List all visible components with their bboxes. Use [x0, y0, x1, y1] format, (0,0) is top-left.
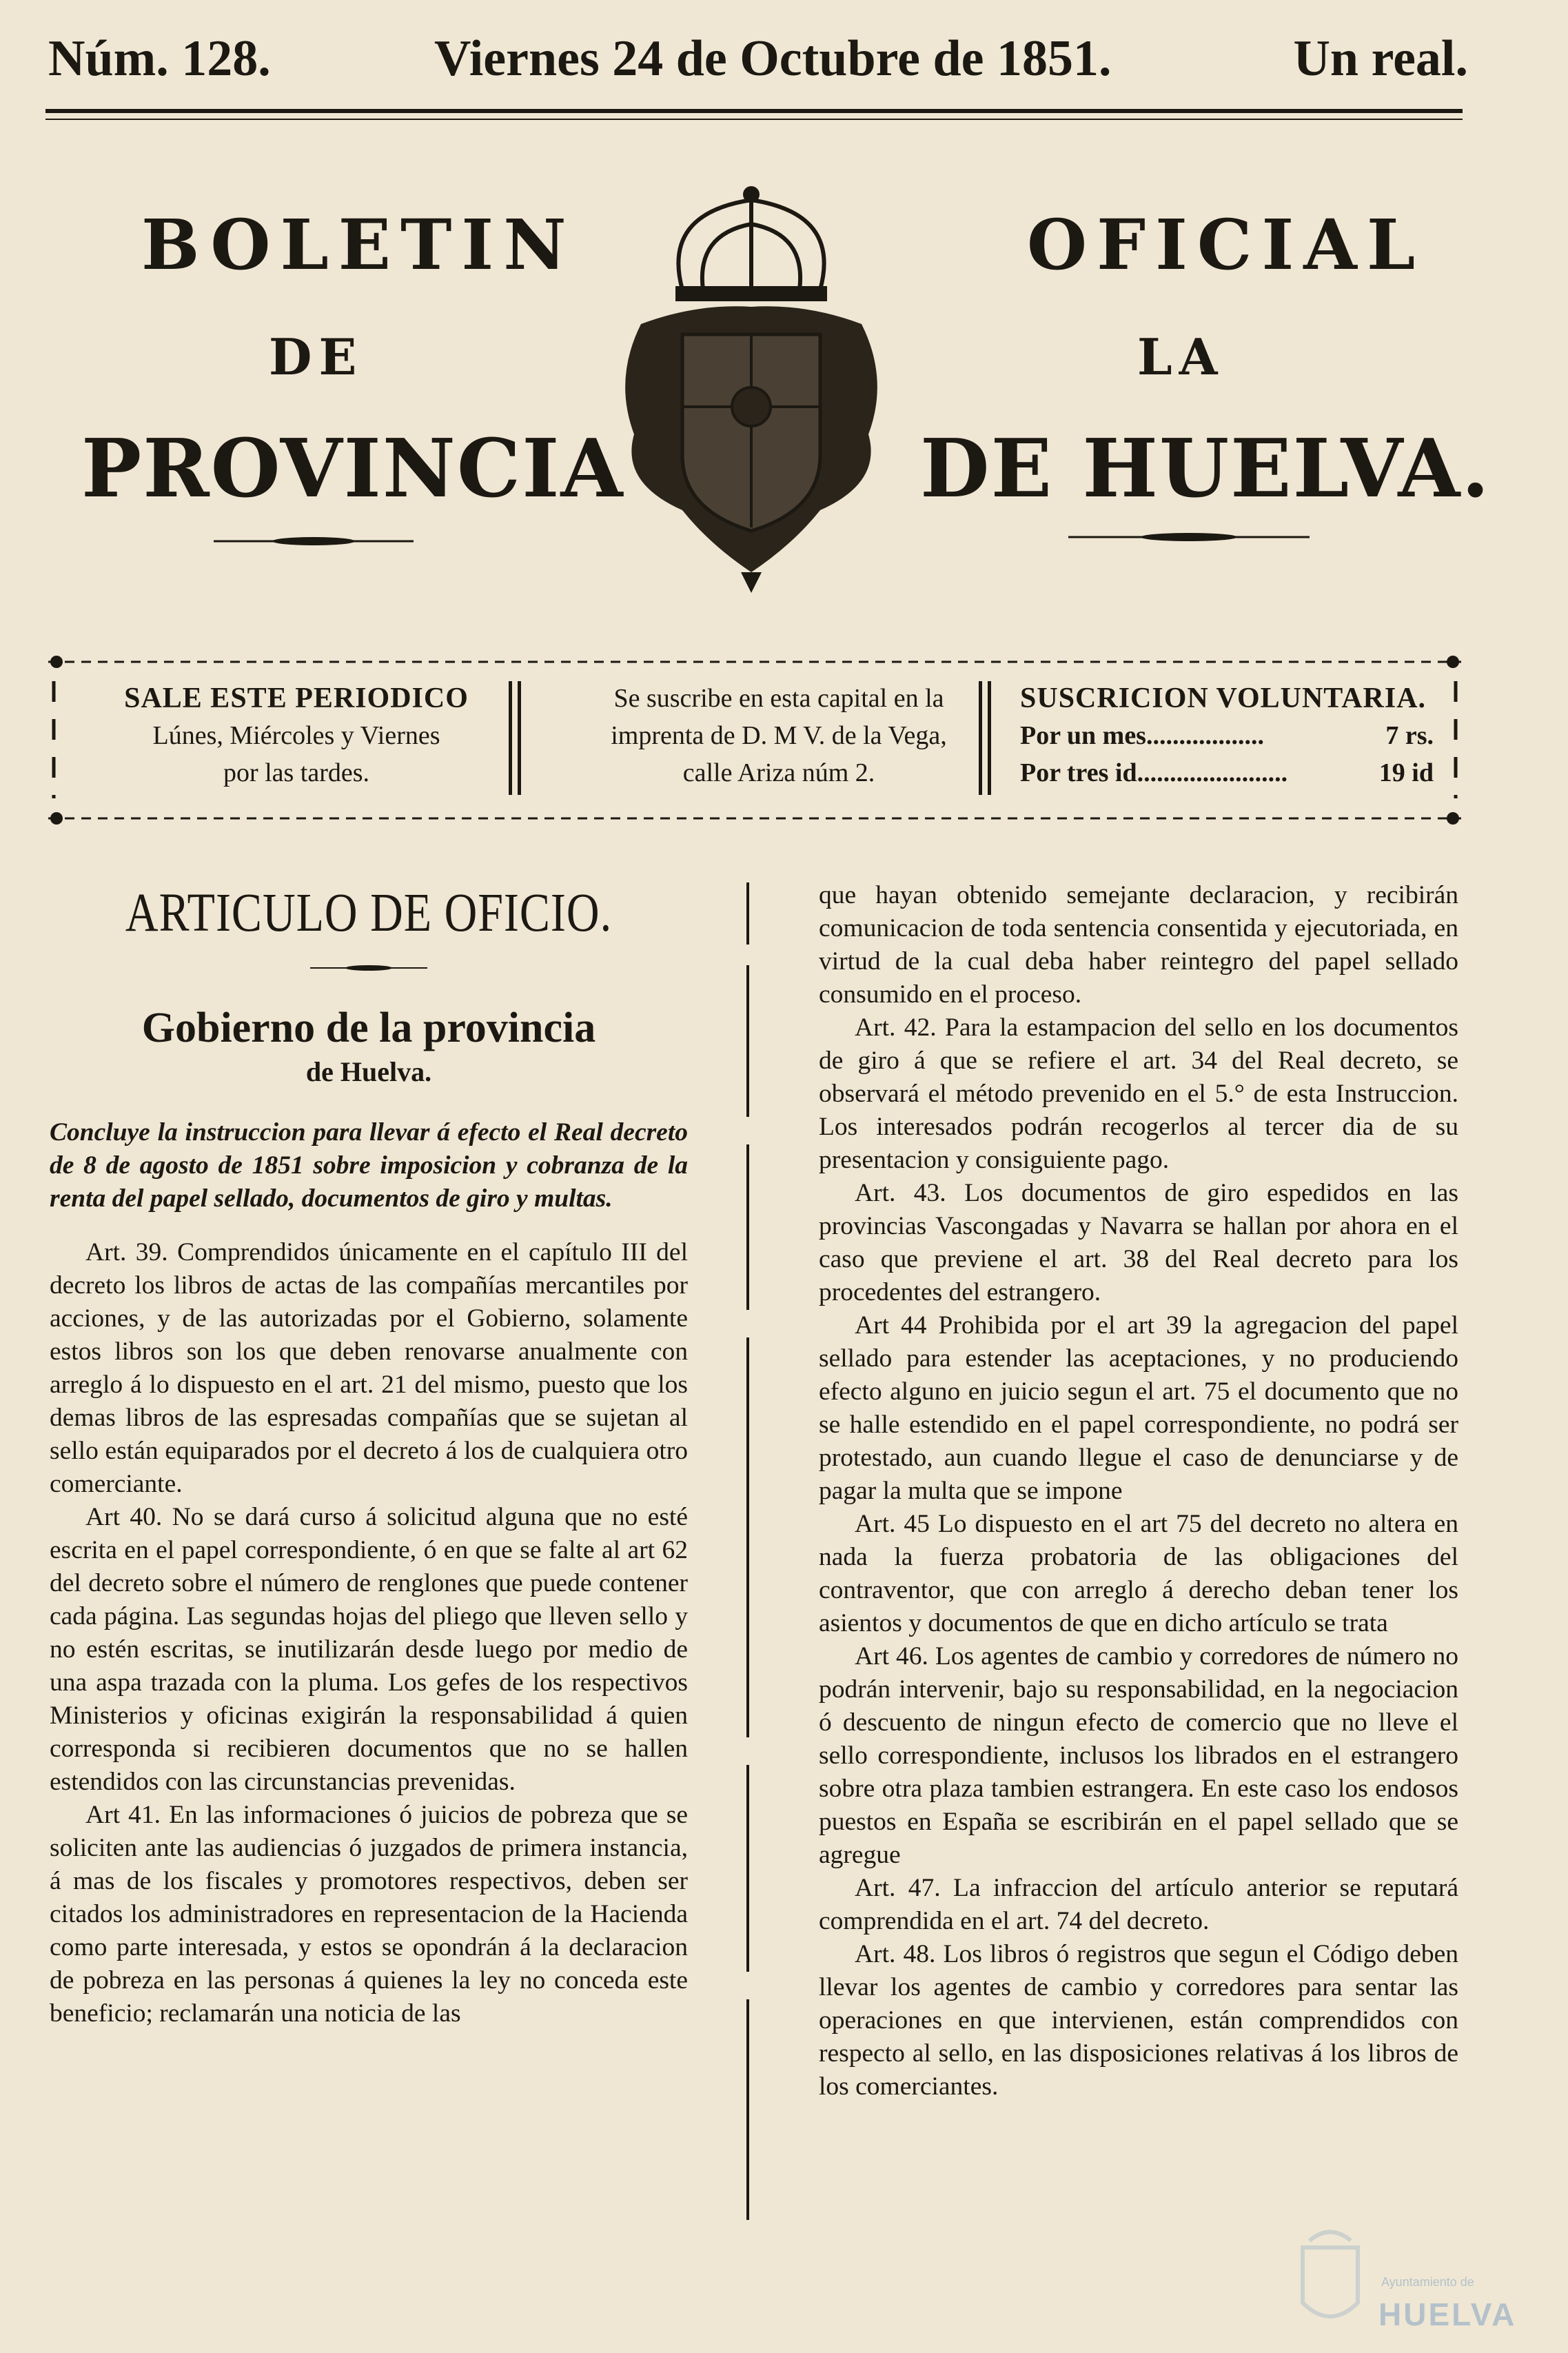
location-line-1: Se suscribe en esta capital en la	[613, 684, 944, 713]
header-rule-thick	[45, 109, 1463, 113]
masthead-de: DE	[269, 327, 364, 386]
location-line-3: calle Ariza núm 2.	[682, 758, 875, 787]
infobox-border-top	[48, 652, 1461, 672]
masthead-la: LA	[1137, 327, 1225, 386]
prices-title: SUSCRICION VOLUNTARIA.	[1020, 683, 1427, 714]
price-row-three-months	[1020, 754, 1434, 791]
price-row-month	[1020, 717, 1434, 754]
article-47: Art. 47. La infraccion del artículo anterior se reputará comprendida en el art. 74 del decreto.	[819, 1874, 1458, 1935]
section-ornament	[310, 965, 427, 971]
price-three-value: 19 id	[1378, 758, 1434, 787]
masthead-boletin: BOLETIN	[141, 204, 576, 285]
article-43: Art. 43. Los documentos de giro espedidos en las provincias Vascongadas y Navarra se hallan por ahora en el caso que previene el art. 38 del Real decreto para los procedentes del estrangero.	[819, 1179, 1458, 1306]
subscription-infobox	[48, 674, 1461, 805]
royal-crest-icon	[600, 186, 903, 593]
article-39: Art. 39. Comprendidos únicamente en el capítulo III del decreto los libros de actas de las compañías mercantiles por acciones, y de las autorizadas por el Gobierno, solamente estos libros son los que deben renovarse anualmente con arreglo á lo dispuesto en el art. 21 del mismo, puesto que los demas libros de las espresadas compañías que se sujetan al sello están equiparados por el decreto á los de cualquiera otro comerciante.	[50, 1238, 688, 1498]
price-three-label: Por tres id.......................	[1020, 758, 1288, 787]
schedule-days: Lúnes, Miércoles y Viernes	[152, 721, 440, 750]
article-48: Art. 48. Los libros ó registros que segun el Código deben llevar los agentes de cambio y corredores para sentar las operaciones en que intervienen, están comprendidos con respecto al sello, en las disposiciones relativas á los libros de los comerciantes.	[819, 1940, 1458, 2101]
issue-date: Viernes 24 de Octubre de 1851.	[434, 30, 1112, 87]
article-44: Art 44 Prohibida por el art 39 la agregacion del papel sellado para estender las aceptaciones, y no produciendo efecto alguno en juicio segun el art. 75 el documento que no se halle estendido en el papel correspondiente, no podrá ser protestado, aun cuando llegue el caso de denunciarse y de pagar la multa que se impone	[819, 1311, 1458, 1505]
masthead-ornament-left	[214, 536, 414, 546]
government-subtitle: de Huelva.	[305, 1056, 432, 1087]
article-summary: Concluye la instruccion para llevar á efecto el Real decreto de 8 de agosto de 1851 sobre imposicion y cobranza de la renta del papel sellado, documentos de giro y multas.	[50, 1118, 688, 1213]
article-45: Art. 45 Lo dispuesto en el art 75 del decreto no altera en nada la fuerza probatoria de las obligaciones del contraventor, que con arreglo á derecho deban tener los asientos y documentos de que en dicho artículo se trata	[819, 1510, 1458, 1637]
section-title: ARTICULO DE OFICIO.	[125, 882, 613, 944]
article-42: Art. 42. Para la estampacion del sello en los documentos de giro á que se refiere el art. 34 del Real decreto, se observará el método prevenido en el 5.° de esta Instruccion. Los interesados podrán recogerlos al tercer dia de su presentacion y consiguiente pago.	[819, 1013, 1458, 1174]
schedule-title: SALE ESTE PERIODICO	[124, 683, 469, 714]
subscription-prices	[1020, 680, 1434, 791]
header-rule-thin	[45, 119, 1463, 120]
article-41: Art 41. En las informaciones ó juicios de pobreza que se soliciten ante las audiencias ó juzgados de primera instancia, á mas de los fiscales y promotores respectivos, deben ser citados los administradores en representacion de la Hacienda como parte interesada, y estos se opondrán á la declaracion de pobreza en las personas á quienes la ley no conceda este beneficio; reclamarán una noticia de las	[50, 1801, 688, 2028]
subscription-location	[544, 680, 1013, 791]
issue-number: Núm. 128.	[48, 30, 271, 87]
left-column	[50, 879, 688, 2030]
issue-header	[48, 28, 1468, 90]
article-41-continued: que hayan obtenido semejante declaracion, y recibirán comunicacion de toda sentencia consentida y ejecutoriada, en virtud de la cual deba haber reintegro del papel sellado consumido en el proceso.	[819, 881, 1458, 1009]
watermark-text: HUELVA	[1378, 2296, 1517, 2332]
infobox-end-mark-left	[48, 681, 59, 798]
infobox-divider-1	[509, 681, 521, 795]
masthead-oficial: OFICIAL	[1027, 204, 1425, 285]
government-title: Gobierno de la provincia	[141, 1004, 596, 1051]
schedule-time: por las tardes.	[223, 758, 370, 787]
publication-schedule	[76, 680, 517, 791]
masthead-de-huelva: DE HUELVA.	[920, 422, 1491, 516]
price-month-value: 7 rs.	[1385, 721, 1434, 750]
infobox-border-bottom	[48, 808, 1461, 829]
price-month-label: Por un mes..................	[1020, 721, 1264, 750]
infobox-divider-2	[979, 681, 991, 795]
infobox-end-mark-right	[1450, 681, 1461, 798]
article-46: Art 46. Los agentes de cambio y corredores de número no podrán intervenir, bajo su responsabilidad, en la negociacion ó descuento de ningun efecto de comercio que no lleve el sello correspondiente, inclusos los librados en el estrangero sobre otra plaza tambien estrangera. En este caso los endosos puestos en España se escribirán en el papel sellado que se agregue	[819, 1642, 1458, 1869]
right-column	[819, 879, 1458, 2103]
location-line-2: imprenta de D. M V. de la Vega,	[611, 721, 947, 750]
watermark-small-text: Ayuntamiento de	[1381, 2275, 1474, 2289]
article-40: Art 40. No se dará curso á solicitud alguna que no esté escrita en el papel correspondiente, ó en que se falte al art 62 del decreto sobre el número de renglones que puede contener cada página. Las segundas hojas del pliego que lleven sello y no estén escritas, se inutilizarán desde luego por medio de una aspa trazada con la pluma. Los gefes de los respectivos Ministerios y oficinas exigirán la responsabilidad á quien corresponda si recibieren documentos que no se hallen estendidos con las circunstancias prevenidas.	[50, 1503, 688, 1796]
issue-price: Un real.	[1293, 30, 1468, 87]
column-divider	[746, 882, 749, 2223]
masthead-provincia: PROVINCIA	[81, 422, 624, 516]
masthead-ornament-right	[1068, 532, 1310, 542]
